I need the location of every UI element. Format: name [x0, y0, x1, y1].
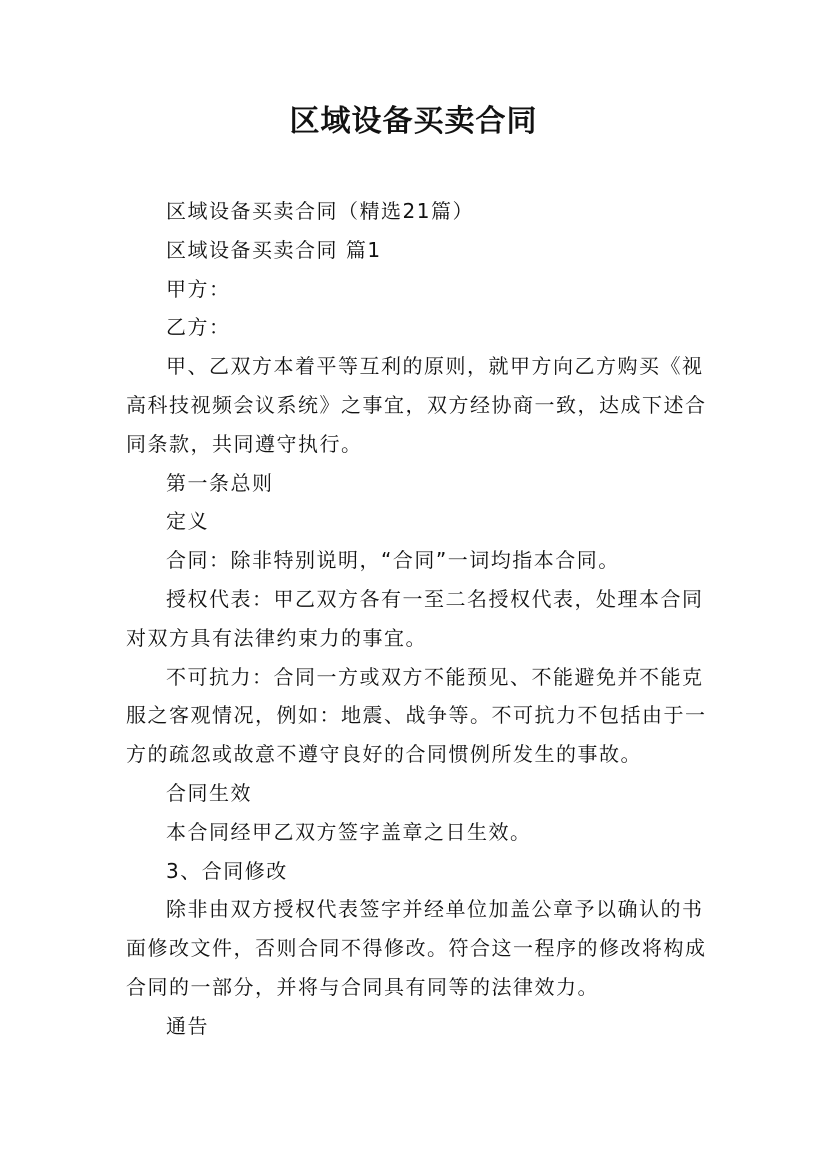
- intro-paragraph: 甲、乙双方本着平等互利的原则，就甲方向乙方购买《视高科技视频会议系统》之事宜，双方经协商一致，达成下述合同条款，共同遵守执行。: [126, 354, 707, 456]
- section-heading-paragraph: 区域设备买卖合同 篇1: [166, 237, 382, 262]
- contract-effective-paragraph: 本合同经甲乙双方签字盖章之日生效。: [166, 819, 532, 844]
- contract-definition-paragraph: 合同：除非特别说明，“合同”一词均指本合同。: [166, 548, 620, 573]
- subtitle-paragraph: 区域设备买卖合同（精选21篇）: [166, 199, 474, 223]
- authorized-representative-paragraph: 授权代表：甲乙双方各有一至二名授权代表，处理本合同对双方具有法律约束力的事宜。: [126, 586, 704, 650]
- force-majeure-paragraph: 不可抗力：合同一方或双方不能预见、不能避免并不能克服之客观情况，例如：地震、战争等。不可抗力不包括由于一方的疏忽或故意不遵守良好的合同惯例所发生的事故。: [126, 664, 707, 767]
- document-body: [126, 192, 716, 1046]
- notice-heading: 通告: [166, 1013, 209, 1038]
- contract-modification-heading: 3、合同修改: [166, 858, 288, 883]
- party-b-line: 乙方：: [166, 315, 231, 340]
- article-one-heading: 第一条总则: [166, 470, 274, 495]
- party-a-line: 甲方：: [166, 276, 231, 301]
- contract-modification-paragraph: 除非由双方授权代表签字并经单位加盖公章予以确认的书面修改文件，否则合同不得修改。符合这一程序的修改将构成合同的一部分，并将与合同具有同等的法律效力。: [126, 897, 707, 999]
- contract-effective-heading: 合同生效: [166, 780, 252, 805]
- definition-heading: 定义: [166, 509, 209, 534]
- document-title: 区域设备买卖合同: [289, 104, 538, 139]
